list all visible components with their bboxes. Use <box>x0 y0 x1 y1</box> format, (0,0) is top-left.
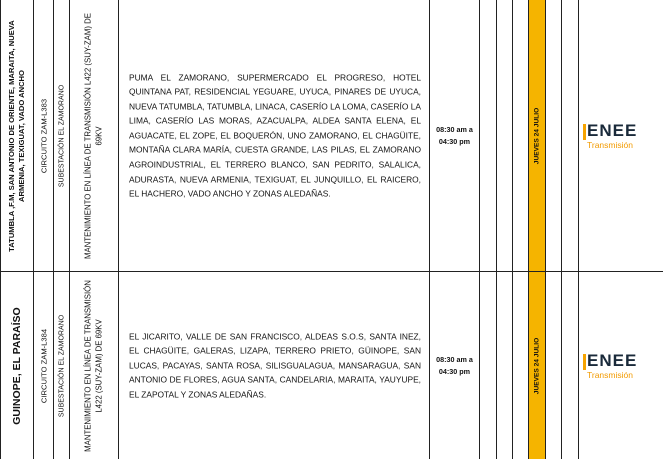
blank-cell <box>512 272 528 459</box>
zone-cell <box>0 272 33 459</box>
substation-label: SUBESTACIÓN EL ZAMORANO <box>58 314 65 417</box>
logo-bar-icon <box>583 354 586 370</box>
logo-bar-icon <box>583 124 586 140</box>
logo-cell <box>578 0 663 271</box>
blank-cell <box>545 272 561 459</box>
time-text <box>430 354 479 378</box>
time-text <box>430 124 479 148</box>
blank-cell <box>561 272 578 459</box>
table-row <box>0 272 663 459</box>
blank-cell <box>496 272 512 459</box>
time-start: 08:30 am a <box>436 124 473 134</box>
blank-cell <box>479 272 496 459</box>
day-cell <box>528 272 545 459</box>
blank-cell <box>512 0 528 271</box>
enee-logo <box>583 121 663 151</box>
work-cell <box>69 272 118 459</box>
logo-subtitle: Transmisión <box>587 369 633 380</box>
substation-cell <box>53 0 69 271</box>
work-label: MANTENIMIENTO EN LÍNEA DE TRANSMISIÓN L422 (SUY-ZAM) DE 69KV <box>83 12 103 259</box>
day-label: JUEVES 24 JULIO <box>533 337 541 394</box>
zone-label: GUINOPE, EL PARAÍSO <box>11 306 23 425</box>
circuit-label: CIRCUITO ZAM-L383 <box>39 98 48 173</box>
blank-cell <box>561 0 578 271</box>
enee-logo <box>583 351 663 381</box>
substation-label: SUBESTACIÓN EL ZAMORANO <box>58 84 65 187</box>
time-end: 04:30 pm <box>438 136 471 146</box>
day-cell <box>528 0 545 271</box>
logo-cell <box>578 272 663 459</box>
blank-cell <box>545 0 561 271</box>
zone-cell <box>0 0 33 271</box>
logo-word: ENEE <box>587 350 638 370</box>
time-cell <box>429 272 479 459</box>
affected-areas-text: EL JICARITO, VALLE DE SAN FRANCISCO, ALDEAS S.O.S, SANTA INEZ, EL CHAGÜITE, GALERAS, LIZAPA, TERRERO PRIETO, GÜINOPE, SAN LUCAS, PACAYAS, SANTA ROSA, SILISGUALAGUA, MANSARAGUA, SAN ANTONIO DE FLORES, AGUA SANTA, CANDELARIA, MARAITA, YAUYUPE, EL ZAPOTAL Y ZONAS ALEDAÑAS. <box>129 331 421 400</box>
day-label: JUEVES 24 JULIO <box>533 107 541 164</box>
description-cell <box>118 0 429 271</box>
logo-word: ENEE <box>587 120 638 140</box>
time-cell <box>429 0 479 271</box>
work-cell <box>69 0 118 271</box>
logo-subtitle: Transmisión <box>587 139 633 150</box>
affected-areas-text: PUMA EL ZAMORANO, SUPERMERCADO EL PROGRESO, HOTEL QUINTANA PAT, RESIDENCIAL YEGUARE, UYUCA, PINARES DE UYUCA, NUEVA TATUMBLA, TATUMBLA, LINACA, CASERÍO LA LOMA, CASERÍO LA LIMA, CASERÍO LAS MORAS, AZACUALPA, ALDEA SANTA ELENA, EL AGUACATE, EL ZOPE, EL BOQUERÓN, UNO ZAMORANO, EL CHAGÜITE, MONTAÑA CLARA MARÍA, CUESTA GRANDE, LAS PILAS, EL ZAMORANO AGROINDUSTRIAL, EL TERRERO BLANCO, SAN PEDRITO, SALALICA, ADURASTA, NUEVA ARMENIA, TEXIGUAT, EL JUNQUILLO, EL RAICERO, EL HACHERO, VADO ANCHO Y ZONAS ALEDAÑAS. <box>129 71 421 199</box>
blank-cell <box>479 0 496 271</box>
substation-cell <box>53 272 69 459</box>
time-end: 04:30 pm <box>438 366 471 376</box>
zone-label: TATUMBLA ,F.M, SAN ANTONIO DE ORIENTE, MARAITA, NUEVA ARMENIA, TEXIGUAT, VADO ANCHO <box>7 19 26 252</box>
work-label: MANTENIMIENTO EN LÍNEA DE TRANSMISIÓN L422 (SUY-ZAM) DE 69KV <box>83 279 103 452</box>
circuit-cell <box>33 0 53 271</box>
blank-cell <box>496 0 512 271</box>
time-start: 08:30 am a <box>436 354 473 364</box>
circuit-label: CIRCUITO ZAM-L384 <box>39 328 48 403</box>
circuit-cell <box>33 272 53 459</box>
description-cell <box>118 272 429 459</box>
